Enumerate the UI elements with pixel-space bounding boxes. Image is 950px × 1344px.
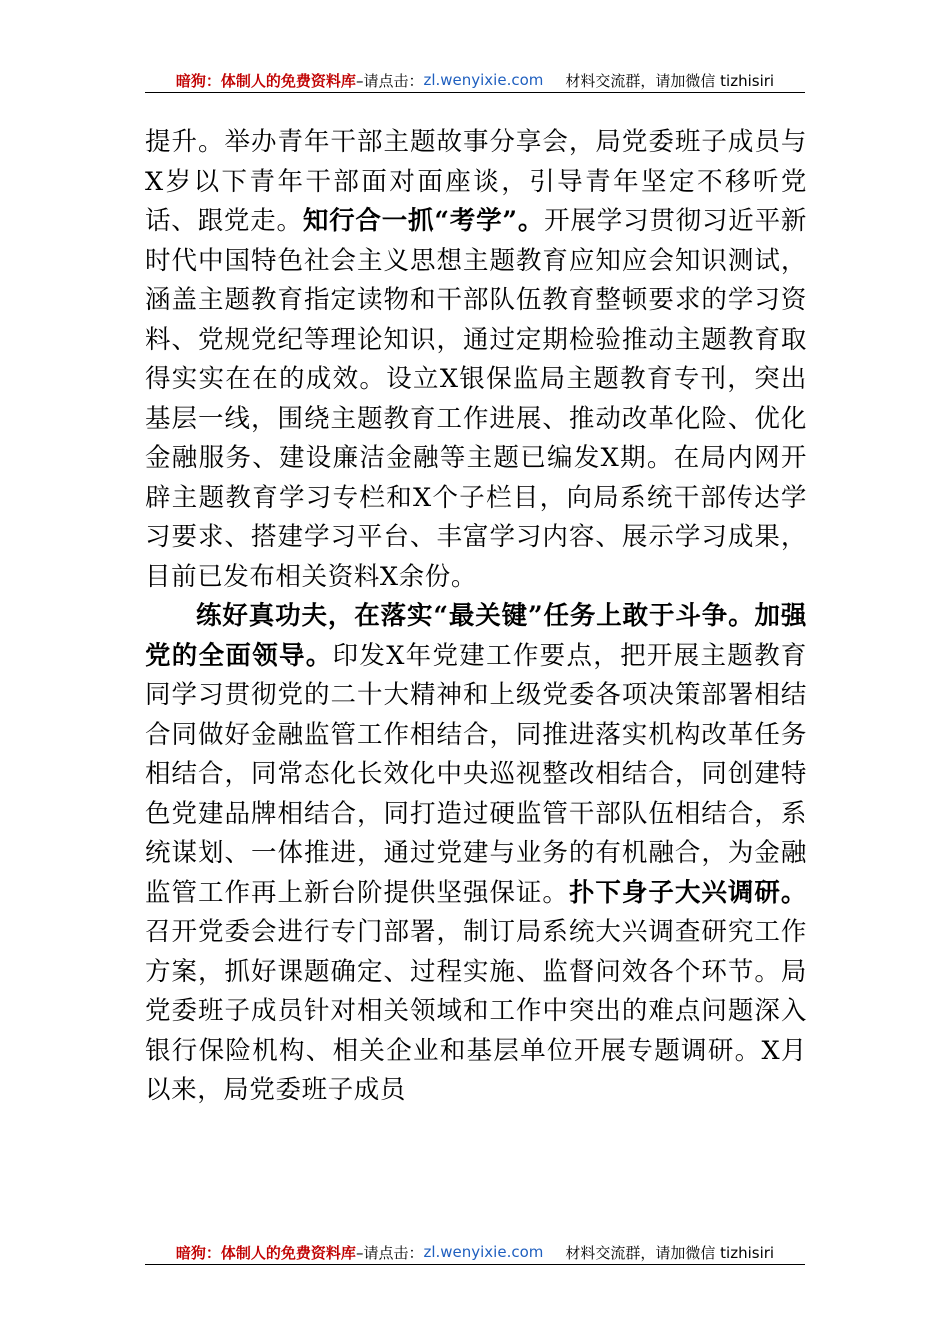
paragraph-1 (145, 123, 807, 597)
footer-prompt: –请点击： (355, 1243, 424, 1262)
banner-contact: 材料交流群，请加微信 tizhisiri (565, 71, 775, 90)
paragraph-2-text-a: 印发X年党建工作要点，把开展主题教育同学习贯彻党的二十大精神和上级党委各项决策部署相结合同做好金融监管工作相结合，同推进落实机构改革任务相结合，同常态化长效化中央巡视整改相结合，同创建特色党建品牌相结合，同打造过硬监管干部队伍相结合，系统谋划、一体推进，通过党建与业务的有机融合，为金融监管工作再上新台阶提供坚强保证。 (145, 640, 807, 908)
paragraph-2-text-b: 召开党委会进行专门部署，制订局系统大兴调查研究工作方案，抓好课题确定、过程实施、监督问效各个环节。局党委班子成员针对相关领域和工作中突出的难点问题深入银行保险机构、相关企业和基层单位开展专题调研。X月以来，局党委班子成员 (145, 917, 807, 1105)
header-banner (145, 68, 805, 93)
paragraph-1-text-b: 开展学习贯彻习近平新时代中国特色社会主义思想主题教育应知应会知识测试，涵盖主题教育指定读物和干部队伍教育整顿要求的学习资料、党规党纪等理论知识，通过定期检验推动主题教育取得实实在在的成效。设立X银保监局主题教育专刊，突出基层一线，围绕主题教育工作进展、推动改革化险、优化金融服务、建设廉洁金融等主题已编发X期。在局内网开辟主题教育学习专栏和X个子栏目，向局系统干部传达学习要求、搭建学习平台、丰富学习内容、展示学习成果，目前已发布相关资料X余份。 (145, 206, 807, 592)
document-body (145, 123, 807, 1111)
footer-site-name: 暗狗：体制人的免费资料库 (175, 1243, 356, 1262)
banner-prompt: –请点击： (355, 71, 424, 90)
paragraph-1-text-a: 提升。举办青年干部主题故事分享会，局党委班子成员与X岁以下青年干部面对面座谈，引导青年坚定不移听党话、跟党走。 (145, 127, 807, 236)
footer-url-link[interactable]: zl.wenyixie.com (423, 1243, 544, 1261)
paragraph-1-bold-heading: 知行合一抓“考学”。 (302, 206, 545, 236)
banner-site-name: 暗狗：体制人的免费资料库 (175, 71, 356, 90)
paragraph-2-bold-heading: 练好真功夫，在落实“最关键”任务上敢于斗争。加强党的全面领导。 (145, 601, 807, 671)
paragraph-2 (145, 597, 807, 1111)
paragraph-2-bold-subheading: 扑下身子大兴调研。 (568, 877, 807, 908)
footer-banner (145, 1240, 805, 1265)
footer-contact: 材料交流群，请加微信 tizhisiri (565, 1243, 775, 1262)
banner-url-link[interactable]: zl.wenyixie.com (423, 71, 544, 89)
